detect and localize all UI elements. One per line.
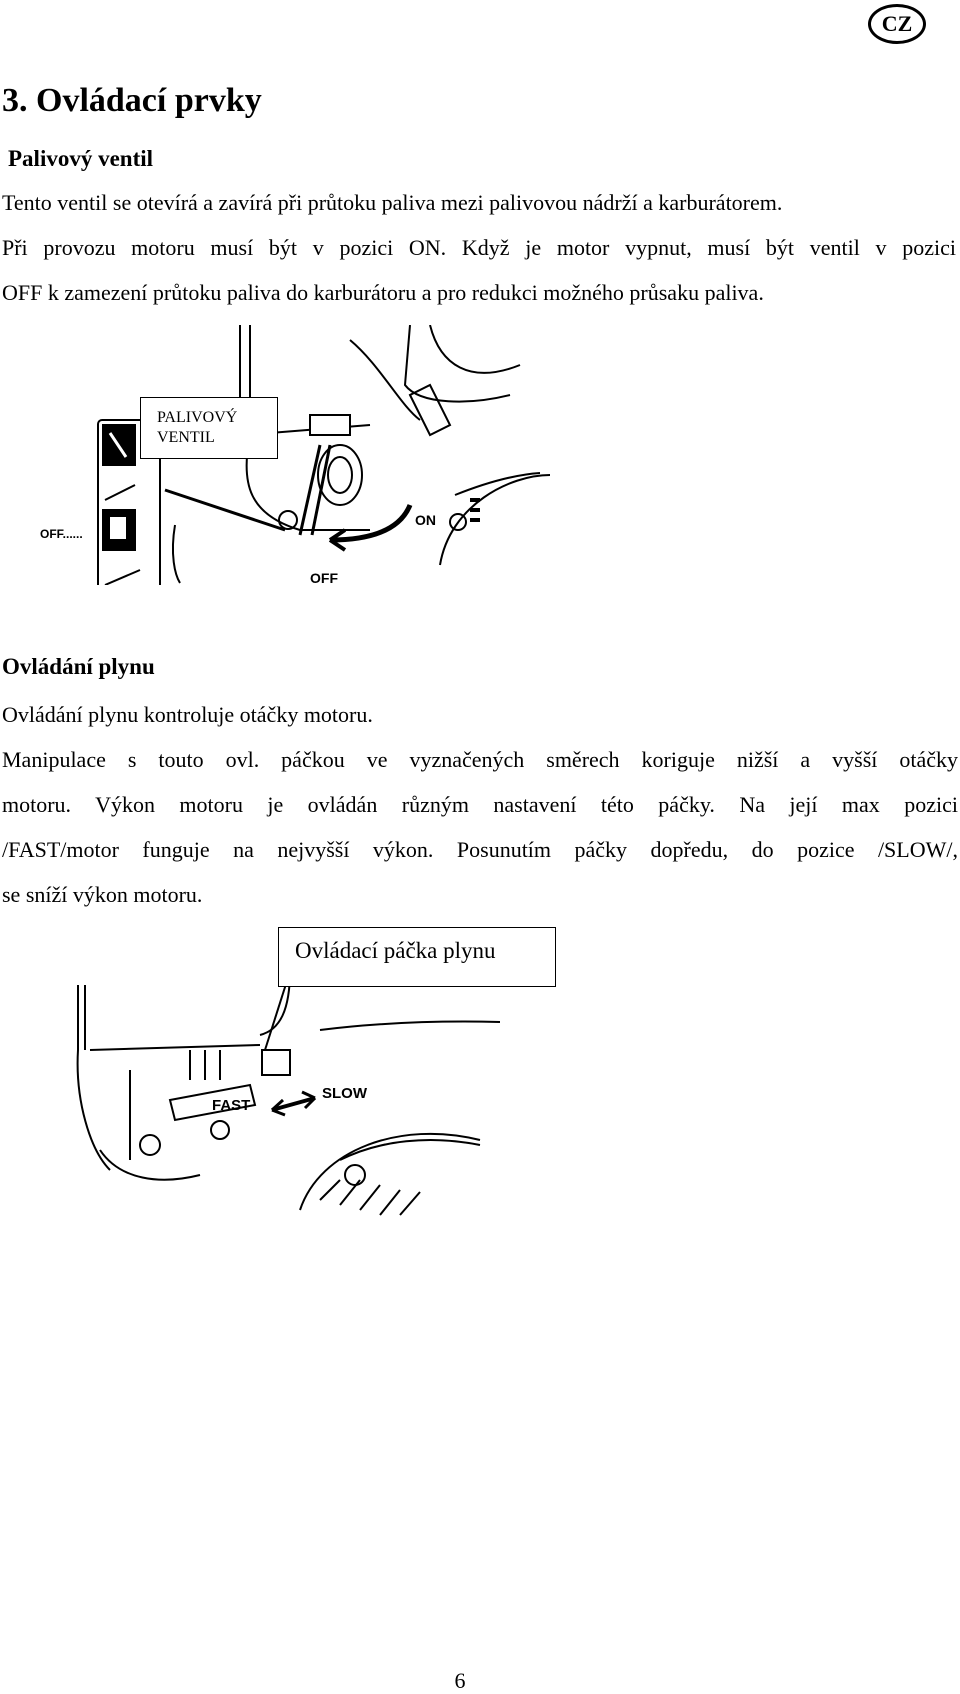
fuel-valve-line: OFF k zamezení průtoku paliva do karburátoru a pro redukci možného průsaku paliva. xyxy=(2,280,764,305)
throttle-figure xyxy=(0,930,560,1230)
callout-line: PALIVOVÝ xyxy=(157,409,238,426)
fuel-valve-line: Tento ventil se otevírá a zavírá při průtoku paliva mezi palivovou nádrží a karburátorem. xyxy=(2,190,783,215)
page-number: 6 xyxy=(454,1668,466,1693)
off-label: OFF xyxy=(310,570,338,585)
throttle-line: Manipulace s touto ovl. páčkou ve vyznačených směrech koriguje nižší a vyšší otáčky xyxy=(2,747,958,772)
fuel-valve-heading: Palivový ventil xyxy=(8,146,154,171)
fast-label: FAST xyxy=(212,1097,251,1114)
throttle-line: /FAST/motor funguje na nejvyšší výkon. Posunutím páčky dopředu, do pozice /SLOW/, xyxy=(2,837,958,862)
callout-line: VENTIL xyxy=(157,429,215,446)
language-badge: CZ xyxy=(868,4,926,44)
slow-label: SLOW xyxy=(322,1085,367,1102)
throttle-line: motoru. Výkon motoru je ovládán různým nastavení této páčky. Na její max pozici xyxy=(2,792,958,817)
on-label: ON xyxy=(415,512,436,528)
section-title: 3. Ovládací prvky xyxy=(2,82,262,119)
throttle-paragraph xyxy=(2,692,958,917)
throttle-line: se sníží výkon motoru. xyxy=(2,882,203,907)
off-dots-label: OFF...... xyxy=(40,527,83,541)
fuel-valve-drawing xyxy=(0,325,560,585)
fuel-valve-figure xyxy=(0,325,560,585)
throttle-line: Ovládání plynu kontroluje otáčky motoru. xyxy=(2,702,373,727)
throttle-callout: Ovládací páčka plynu xyxy=(278,927,556,987)
throttle-heading: Ovládání plynu xyxy=(2,654,155,679)
fuel-valve-callout xyxy=(140,397,278,459)
fuel-valve-line: Při provozu motoru musí být v pozici ON. Když je motor vypnut, musí být ventil v pozici xyxy=(2,235,956,260)
fuel-valve-paragraph xyxy=(2,180,956,315)
